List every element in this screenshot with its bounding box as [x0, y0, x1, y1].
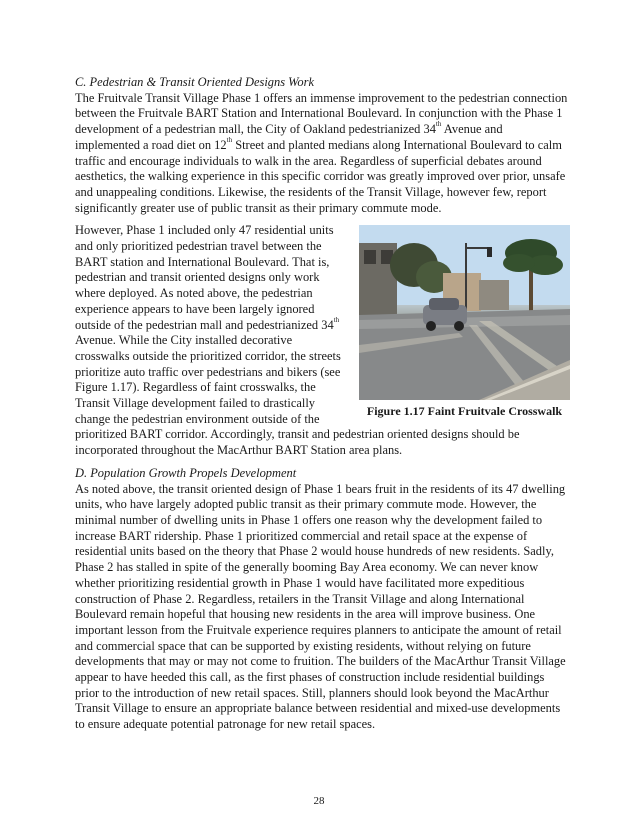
section-d-paragraph: As noted above, the transit oriented design of Phase 1 bears fruit in the residents of its 47 dwelling units, who have largely adopted public transit as their primary commute mode. However, the minimal number of dwelling units in Phase 1 offers one reason why the development failed to increase BART ridership. Phase 1 prioritized commercial and retail space at the expense of residential units based on the theory that Phase 2 would house hundreds of new residents. Sadly, Phase 2 has stalled in spite of the generally booming Bay Area economy. We can never know whether prioritizing residential growth in Phase 1 would have facilitated more expeditious construction of Phase 2. Regardless, retailers in the Transit Village and along International Boulevard remain hopeful that housing new residents in the area will improve business. One important lesson from the Fruitvale experience requires planners to anticipate the amount of retail and commercial space that can be supported by existing residents, without relying on future developments that may or may not come to fruition. The builders of the MacArthur Transit Village appear to have heeded this call, as the first phases of construction include residential buildings prior to the introduction of new retail spaces. Still, planners should look beyond the MacArthur Transit Village to ensure an appropriate balance between residential and mixed-use developments to ensure adequate potential patronage for new retail spaces.: [75, 481, 566, 732]
figure-1-17: [359, 225, 570, 422]
section-c-paragraph-1: The Fruitvale Transit Village Phase 1 offers an immense improvement to the pedestrian connection between the Fruitvale BART Station and International Boulevard. In conjunction with the Phase 1 development of a pedestrian mall, the City of Oakland pedestrianized 34th Avenue and implemented a road diet on 12th Street and planted medians along International Boulevard to calm traffic and encourage individuals to walk in the area. Regardless of superficial debates around aesthetics, the walking experience in this specific corridor was greatly improved over prior, unsafe and unappealing conditions. Likewise, the residents of the Transit Village, however few, report significantly greater use of public transit as their primary commute mode.: [75, 90, 568, 215]
page-number: 28: [313, 795, 325, 807]
street-scene-illustration: [359, 225, 570, 400]
section-d-heading: D. Population Growth Propels Development: [75, 465, 297, 480]
section-c-heading: C. Pedestrian & Transit Oriented Designs Work: [75, 75, 314, 89]
section-c-paragraph-2: However, Phase 1 included only 47 residential units and only prioritized pedestrian travel between the BART station and International Boulevard. That is, pedestrian and transit oriented designs only work where deployed. As noted above, the pedestrian experience appears to have been largely ignored outside of the pedestrian mall and pedestrianized 34th Avenue. While the City installed decorative crosswalks outside the prioritized corridor, the streets prioritize auto traffic over pedestrians and bikers (see Figure 1.17). Regardless of faint crosswalks, the Transit Village development failed to drastically change the pedestrian environment outside of the prioritized BART corridor. Accordingly, transit and pedestrian oriented designs should be incorporated throughout the MacArthur BART Station area plans.: [75, 223, 520, 458]
body-text: [75, 75, 570, 733]
figure-caption: Figure 1.17 Faint Fruitvale Crosswalk: [366, 404, 563, 419]
crosswalk-photo: [359, 225, 570, 400]
